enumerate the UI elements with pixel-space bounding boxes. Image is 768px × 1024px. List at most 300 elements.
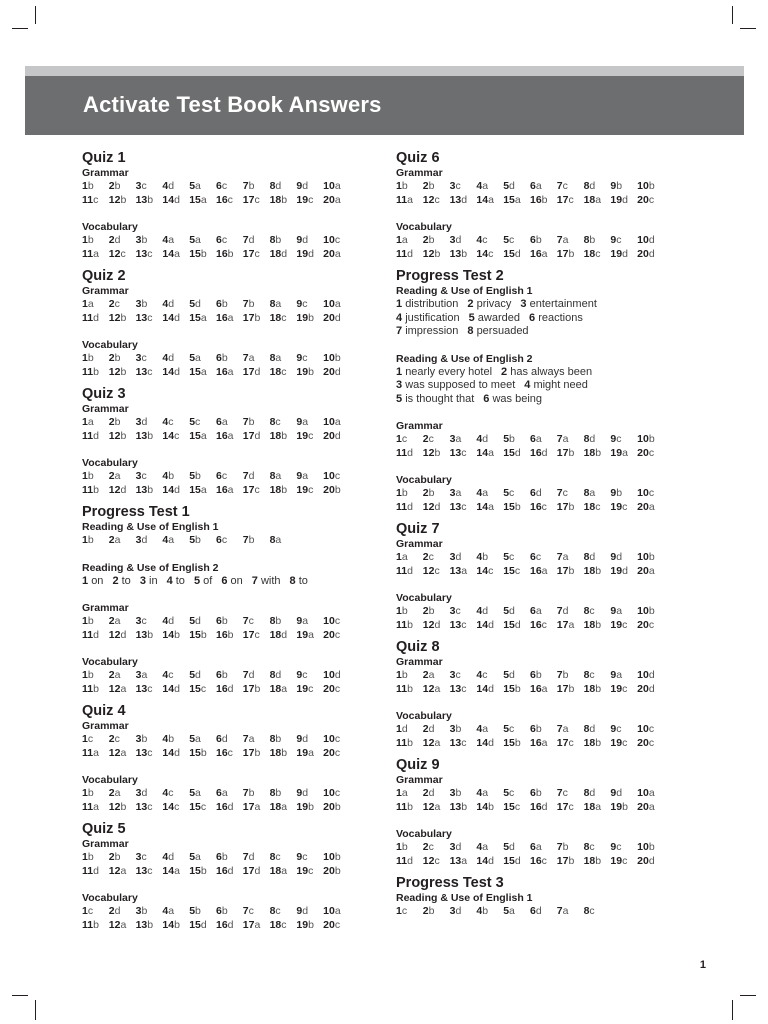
block-label: Grammar	[82, 285, 129, 297]
answer-cell: 10b	[637, 551, 655, 563]
answer-cell: 4d	[162, 615, 175, 627]
answer-cell: 15a	[189, 483, 207, 496]
answer-row	[82, 683, 352, 697]
answer-cell: 1b	[82, 234, 94, 246]
answer-row	[396, 737, 668, 751]
item-answer: was being	[492, 392, 543, 405]
answer-cell: 14b	[476, 800, 494, 813]
answer-cell: 19b	[296, 365, 314, 378]
answer-section	[82, 268, 352, 379]
answer-cell: 16b	[215, 628, 234, 641]
answer-cell: 7a	[556, 905, 569, 917]
item-answer: to	[298, 574, 308, 587]
answer-cell: 14b	[162, 628, 180, 641]
answer-section	[396, 521, 668, 632]
answer-cell: 10b	[637, 433, 655, 445]
answer-cell: 19a	[296, 628, 314, 641]
answer-row	[82, 919, 352, 933]
answer-cell: 18a	[583, 193, 602, 206]
answer-cell: 17b	[556, 247, 575, 260]
answer-row	[82, 298, 352, 312]
answer-row	[396, 855, 668, 869]
answer-cell: 3d	[449, 905, 462, 917]
answer-cell: 10a	[323, 416, 341, 428]
answer-cell: 17a	[242, 800, 261, 813]
answer-cell: 2b	[422, 905, 435, 917]
answer-cell: 12a	[108, 746, 127, 759]
answer-cell: 1c	[82, 733, 94, 745]
answer-cell: 20c	[637, 193, 655, 206]
answer-row	[396, 565, 668, 579]
section-title: Quiz 5	[82, 821, 126, 837]
answer-cell: 13a	[449, 854, 468, 867]
item-number: 2	[112, 574, 119, 587]
answer-grid	[82, 851, 352, 878]
answer-section	[82, 386, 352, 497]
answer-cell: 7a	[556, 234, 569, 246]
answer-cell: 14d	[162, 746, 180, 759]
answer-cell: 8c	[269, 851, 281, 863]
answer-cell: 16d	[215, 864, 234, 877]
answer-cell: 5c	[503, 487, 515, 499]
answer-cell: 6c	[215, 534, 228, 546]
answer-row	[396, 447, 668, 461]
item-number: 7	[251, 574, 258, 587]
answer-cell: 16a	[529, 247, 548, 260]
answer-cell: 17b	[242, 311, 261, 324]
answer-grid	[82, 669, 352, 696]
answer-cell: 12b	[108, 193, 127, 206]
answer-cell: 16a	[529, 564, 548, 577]
answer-cell: 12a	[108, 864, 127, 877]
answer-cell: 13c	[449, 618, 467, 631]
answer-cell: 12a	[422, 736, 441, 749]
answer-cell: 2b	[108, 352, 121, 364]
answer-cell: 13c	[449, 500, 467, 513]
answer-cell: 13c	[449, 736, 467, 749]
answer-cell: 3a	[135, 669, 148, 681]
answer-cell: 7d	[242, 851, 255, 863]
answer-cell: 18a	[269, 682, 288, 695]
section-title: Quiz 7	[396, 521, 440, 537]
answer-cell: 16a	[529, 682, 548, 695]
answer-cell: 12b	[108, 800, 127, 813]
answer-row	[396, 905, 668, 919]
answer-cell: 3b	[135, 733, 148, 745]
answer-grid	[82, 470, 352, 497]
answer-cell: 19c	[610, 682, 628, 695]
answer-cell: 11b	[396, 800, 413, 813]
answer-row	[396, 683, 668, 697]
answer-section	[396, 639, 668, 750]
answer-cell: 20a	[323, 193, 341, 206]
answer-cell: 13d	[449, 193, 468, 206]
answer-cell: 19c	[610, 500, 628, 513]
item-number: 4	[524, 379, 531, 391]
block-label: Vocabulary	[396, 221, 452, 233]
answer-cell: 11a	[82, 800, 99, 813]
answer-cell: 9c	[296, 851, 308, 863]
answer-section	[82, 821, 352, 932]
answer-cell: 5c	[503, 551, 515, 563]
answer-cell: 9d	[296, 733, 309, 745]
answer-cell: 20d	[637, 854, 655, 867]
answer-cell: 4a	[476, 487, 489, 499]
answer-cell: 3d	[135, 416, 148, 428]
answer-cell: 8d	[583, 180, 596, 192]
section-title: Quiz 6	[396, 150, 440, 166]
item-answer: to	[121, 574, 131, 587]
answer-cell: 16c	[529, 618, 547, 631]
answer-cell: 4c	[162, 669, 174, 681]
answer-cell: 20c	[637, 736, 655, 749]
answer-cell: 17c	[556, 736, 574, 749]
block-label: Reading & Use of English 2	[396, 352, 533, 365]
answer-cell: 13c	[135, 800, 153, 813]
answer-cell: 14a	[476, 193, 494, 206]
answer-row	[82, 615, 352, 629]
answer-cell: 14c	[162, 429, 180, 442]
answer-cell: 5c	[503, 787, 515, 799]
item-number: 3	[139, 574, 146, 587]
answer-cell: 1b	[396, 180, 408, 192]
answer-cell: 20c	[323, 682, 341, 695]
answer-cell: 18c	[583, 247, 601, 260]
answer-cell: 17b	[556, 682, 575, 695]
answer-cell: 15c	[189, 682, 207, 695]
answer-cell: 1b	[82, 470, 94, 482]
answer-cell: 20a	[323, 247, 341, 260]
answer-cell: 14d	[162, 483, 180, 496]
block-label: Vocabulary	[396, 592, 452, 604]
item-answer: entertainment	[529, 298, 597, 310]
answer-cell: 1d	[396, 723, 408, 735]
answer-row	[396, 723, 668, 737]
answer-cell: 1c	[396, 905, 408, 917]
answer-cell: 20d	[637, 682, 655, 695]
answer-cell: 6a	[529, 433, 542, 445]
answer-row	[396, 180, 668, 194]
item-number: 5	[193, 574, 201, 587]
block-label: Vocabulary	[82, 656, 138, 668]
answer-cell: 14a	[476, 446, 494, 459]
answer-cell: 10d	[323, 669, 341, 681]
answer-cell: 3b	[449, 787, 462, 799]
answer-cell: 2b	[422, 180, 435, 192]
answer-cell: 9c	[610, 841, 622, 853]
answer-cell: 15b	[503, 500, 521, 513]
answer-cell: 10c	[637, 487, 655, 499]
answer-section	[396, 757, 668, 868]
answer-cell: 9a	[610, 605, 623, 617]
answer-cell: 11b	[82, 682, 99, 695]
item-number: 1	[396, 365, 403, 378]
answer-grid	[396, 905, 668, 919]
answer-cell: 9c	[296, 352, 308, 364]
answer-cell: 20c	[637, 446, 655, 459]
answer-cell: 16c	[215, 193, 233, 206]
answer-cell: 15b	[189, 864, 207, 877]
answer-cell: 15d	[503, 618, 521, 631]
item-answer: distribution	[405, 298, 459, 310]
answer-cell: 3d	[135, 534, 148, 546]
answer-cell: 19c	[610, 618, 628, 631]
answer-cell: 12a	[422, 800, 441, 813]
answer-cell: 2b	[108, 180, 121, 192]
block-label: Reading & Use of English 1	[396, 892, 533, 904]
answer-line	[82, 575, 352, 589]
answer-cell: 20b	[323, 864, 341, 877]
answer-cell: 11b	[396, 618, 413, 631]
answer-cell: 16a	[215, 311, 234, 324]
answer-cell: 3c	[449, 605, 461, 617]
answer-cell: 12c	[422, 854, 440, 867]
answer-cell: 7b	[556, 669, 569, 681]
answer-cell: 17c	[242, 628, 260, 641]
answer-cell: 16d	[529, 800, 548, 813]
answer-cell: 11d	[82, 628, 99, 641]
answer-row	[396, 669, 668, 683]
answer-cell: 18d	[269, 628, 288, 641]
answer-cell: 18b	[583, 618, 602, 631]
crop-mark	[35, 1000, 36, 1020]
answer-cell: 19c	[296, 483, 314, 496]
answer-cell: 12c	[422, 564, 440, 577]
answer-cell: 16d	[215, 800, 234, 813]
answer-cell: 5b	[189, 905, 201, 917]
answer-cell: 10b	[323, 851, 341, 863]
answer-cell: 18b	[269, 746, 288, 759]
answer-cell: 11a	[82, 746, 99, 759]
answer-cell: 14d	[476, 682, 494, 695]
answer-cell: 13b	[449, 800, 468, 813]
answer-row	[82, 312, 352, 326]
answer-section	[82, 703, 352, 814]
answer-cell: 11b	[396, 682, 413, 695]
block-label: Vocabulary	[82, 774, 138, 786]
answer-cell: 19c	[296, 864, 314, 877]
answer-cell: 7c	[242, 615, 254, 627]
block-label: Grammar	[396, 538, 443, 550]
answer-cell: 6b	[215, 352, 228, 364]
answer-cell: 9c	[610, 433, 622, 445]
answer-row	[396, 841, 668, 855]
answer-cell: 20a	[637, 500, 655, 513]
answer-cell: 8b	[269, 615, 282, 627]
answer-cell: 20c	[323, 746, 341, 759]
item-number: 2	[501, 365, 508, 378]
answer-cell: 1b	[396, 669, 408, 681]
answer-row	[82, 865, 352, 879]
answer-cell: 18c	[583, 500, 601, 513]
answer-cell: 15c	[503, 800, 521, 813]
answer-cell: 3d	[135, 787, 148, 799]
answer-cell: 7b	[242, 416, 255, 428]
item-answer: is thought that	[405, 392, 475, 405]
answer-cell: 12d	[108, 628, 127, 641]
answer-cell: 6d	[529, 905, 542, 917]
answer-cell: 18b	[583, 736, 602, 749]
answer-cell: 11d	[396, 500, 413, 513]
answer-cell: 3c	[449, 180, 461, 192]
answer-grid	[396, 180, 668, 207]
answer-cell: 13b	[135, 918, 154, 931]
answer-cell: 4c	[476, 669, 488, 681]
answer-cell: 6c	[215, 234, 228, 246]
answer-cell: 12d	[422, 500, 441, 513]
answer-cell: 18b	[269, 193, 288, 206]
answer-cell: 16a	[529, 736, 548, 749]
answer-cell: 20d	[323, 311, 341, 324]
answer-cell: 7b	[242, 180, 255, 192]
answer-cell: 14c	[162, 800, 180, 813]
answer-grid	[396, 433, 668, 460]
answer-grid	[82, 787, 352, 814]
block-label: Grammar	[82, 838, 129, 850]
answer-cell: 9c	[610, 234, 622, 246]
answer-cell: 1b	[82, 669, 94, 681]
answer-cell: 6b	[215, 615, 228, 627]
answer-cell: 19d	[610, 564, 628, 577]
answer-row	[82, 248, 352, 262]
answer-cell: 7c	[242, 905, 254, 917]
answer-cell: 11a	[82, 247, 99, 260]
answer-grid	[82, 905, 352, 932]
answer-cell: 14d	[162, 311, 180, 324]
answer-cell: 8d	[269, 669, 282, 681]
answer-cell: 5d	[503, 605, 515, 617]
answer-cell: 10a	[637, 787, 655, 799]
answer-cell: 7b	[242, 787, 255, 799]
answer-cell: 14d	[162, 365, 180, 378]
answer-cell: 5b	[189, 534, 201, 546]
answer-cell: 15d	[503, 446, 521, 459]
answer-cell: 19d	[610, 247, 628, 260]
answer-cell: 3c	[135, 470, 147, 482]
section-title: Quiz 4	[82, 703, 126, 719]
answer-cell: 19a	[610, 446, 628, 459]
answer-cell: 19b	[610, 800, 628, 813]
answer-cell: 13a	[449, 564, 468, 577]
answer-cell: 10a	[323, 905, 341, 917]
answer-cell: 11d	[396, 564, 413, 577]
answer-row	[82, 470, 352, 484]
answer-cell: 17b	[556, 446, 575, 459]
answer-row	[396, 234, 668, 248]
answer-cell: 10b	[637, 605, 655, 617]
answer-cell: 8c	[269, 416, 281, 428]
answer-cell: 8a	[583, 487, 596, 499]
answer-cell: 15b	[189, 746, 207, 759]
section-title: Progress Test 1	[82, 504, 190, 520]
answer-cell: 1b	[396, 841, 408, 853]
answer-cell: 13b	[135, 429, 154, 442]
answer-cell: 2a	[108, 534, 121, 546]
crop-mark	[12, 28, 28, 29]
answer-cell: 17b	[556, 564, 575, 577]
answer-row	[82, 905, 352, 919]
answer-cell: 8d	[583, 723, 596, 735]
answer-cell: 18b	[583, 446, 602, 459]
answer-row	[82, 366, 352, 380]
answer-cell: 2c	[108, 298, 120, 310]
answer-row	[82, 416, 352, 430]
block-label: Vocabulary	[396, 474, 452, 486]
answer-cell: 4b	[476, 551, 489, 563]
item-answer: in	[149, 574, 158, 587]
answer-cell: 4a	[162, 534, 175, 546]
answer-grid	[396, 551, 668, 578]
answer-cell: 8c	[583, 841, 595, 853]
answer-cell: 10c	[323, 470, 341, 482]
answer-row	[82, 801, 352, 815]
block-label: Vocabulary	[82, 339, 138, 351]
answer-cell: 5d	[189, 298, 201, 310]
answer-cell: 6c	[215, 180, 228, 192]
answer-cell: 6b	[215, 669, 228, 681]
answer-row	[82, 352, 352, 366]
answer-row	[396, 487, 668, 501]
answer-cell: 2d	[108, 905, 121, 917]
answer-cell: 15b	[189, 628, 207, 641]
answer-grid	[396, 605, 668, 632]
answer-cell: 2b	[422, 234, 435, 246]
answer-cell: 1b	[82, 534, 94, 546]
answer-cell: 4a	[476, 787, 489, 799]
answer-cell: 20c	[323, 918, 341, 931]
answer-cell: 15b	[503, 736, 521, 749]
answer-cell: 16d	[215, 682, 234, 695]
block-label: Vocabulary	[82, 221, 138, 233]
answer-cell: 14b	[162, 918, 180, 931]
crop-mark	[732, 6, 733, 24]
answer-cell: 12c	[422, 193, 440, 206]
section-title: Quiz 2	[82, 268, 126, 284]
answer-grid	[396, 841, 668, 868]
section-title: Quiz 9	[396, 757, 440, 773]
answer-cell: 8d	[583, 551, 596, 563]
answer-cell: 3d	[449, 234, 462, 246]
answer-grid	[396, 723, 668, 750]
answer-cell: 4c	[162, 416, 174, 428]
answer-cell: 20b	[323, 800, 341, 813]
answer-cell: 19d	[610, 193, 628, 206]
answer-row	[396, 248, 668, 262]
answer-cell: 10d	[637, 669, 655, 681]
block-label: Grammar	[396, 167, 443, 179]
item-number: 1	[82, 574, 89, 587]
answer-cell: 16a	[215, 365, 234, 378]
answer-cell: 12d	[108, 483, 127, 496]
answer-cell: 18a	[583, 800, 602, 813]
block-label: Reading & Use of English 1	[82, 521, 219, 533]
answer-cell: 19b	[296, 918, 314, 931]
answer-cell: 5c	[503, 234, 515, 246]
answer-cell: 20c	[637, 618, 655, 631]
answer-cell: 16a	[215, 483, 234, 496]
answer-cell: 16d	[529, 446, 548, 459]
crop-mark	[740, 995, 756, 996]
crop-mark	[740, 28, 756, 29]
answer-cell: 2c	[108, 733, 120, 745]
answer-cell: 18c	[269, 311, 287, 324]
answer-grid	[396, 234, 668, 261]
answer-cell: 11b	[82, 483, 99, 496]
answer-cell: 19b	[296, 311, 314, 324]
answer-cell: 10b	[323, 352, 341, 364]
answer-cell: 16b	[215, 247, 234, 260]
answer-cell: 10c	[323, 234, 341, 246]
